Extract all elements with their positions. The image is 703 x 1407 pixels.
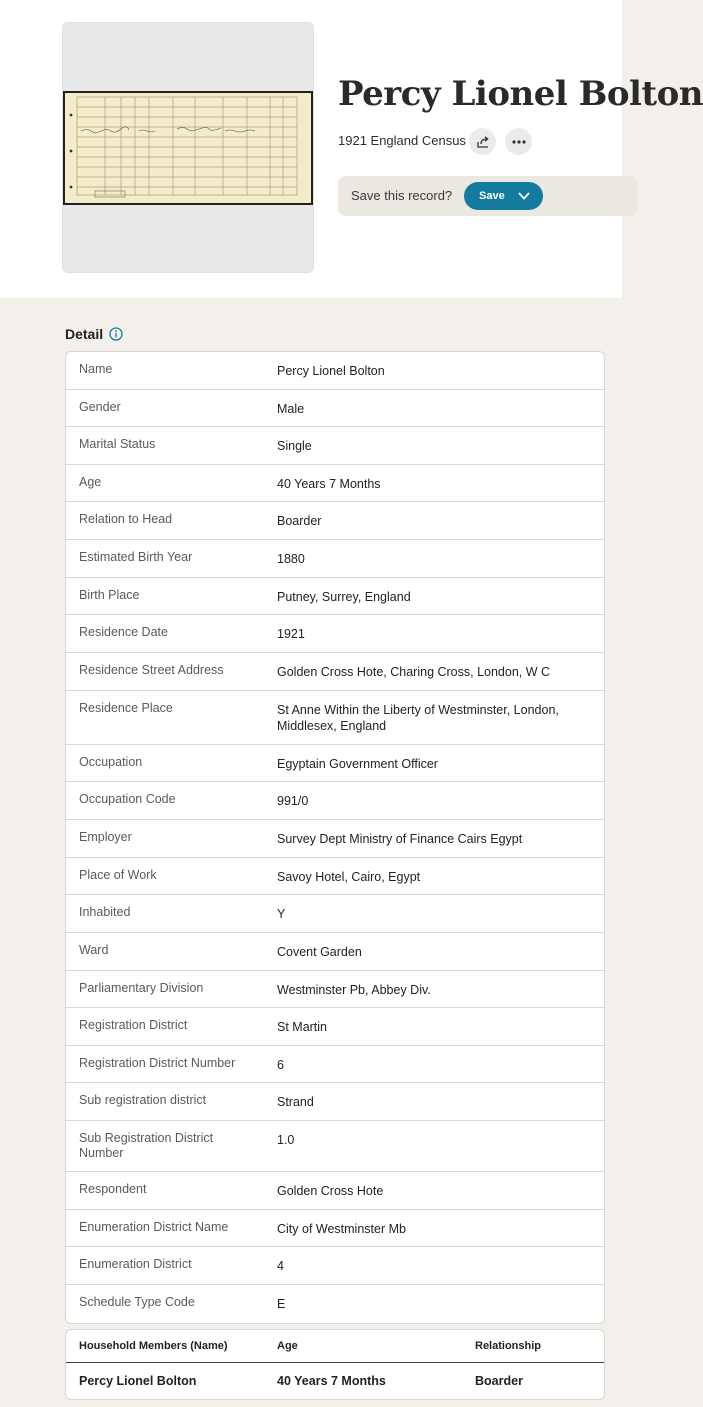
detail-label: Employer bbox=[79, 830, 132, 844]
household-row[interactable] bbox=[66, 1363, 604, 1399]
detail-heading bbox=[65, 326, 123, 342]
detail-label: Relation to Head bbox=[79, 512, 173, 526]
detail-label: Marital Status bbox=[79, 437, 156, 451]
detail-value: Y bbox=[277, 907, 286, 921]
detail-label: Ward bbox=[79, 943, 109, 957]
detail-row bbox=[66, 782, 604, 820]
detail-value: Covent Garden bbox=[277, 945, 362, 959]
detail-row bbox=[66, 1046, 604, 1083]
detail-row bbox=[66, 465, 604, 502]
detail-label: Sub Registration District Number bbox=[79, 1131, 214, 1160]
save-prompt: Save this record? bbox=[351, 188, 453, 203]
household-header-row bbox=[66, 1330, 604, 1363]
share-button[interactable] bbox=[469, 128, 496, 155]
detail-value: Percy Lionel Bolton bbox=[277, 364, 385, 378]
save-record-bar bbox=[338, 176, 638, 216]
detail-label: Occupation bbox=[79, 755, 143, 769]
detail-value: Golden Cross Hote bbox=[277, 1184, 384, 1198]
detail-row bbox=[66, 933, 604, 971]
detail-label: Sub registration district bbox=[79, 1093, 207, 1107]
detail-value: Single bbox=[277, 439, 312, 453]
detail-value: Savoy Hotel, Cairo, Egypt bbox=[277, 870, 421, 884]
census-document-image[interactable] bbox=[63, 91, 313, 205]
detail-value: Strand bbox=[277, 1095, 314, 1109]
detail-value: Putney, Surrey, England bbox=[277, 590, 411, 604]
detail-row bbox=[66, 1008, 604, 1046]
detail-row bbox=[66, 653, 604, 691]
detail-row bbox=[66, 820, 604, 858]
detail-label: Birth Place bbox=[79, 588, 140, 602]
household-table bbox=[65, 1329, 605, 1400]
detail-label: Gender bbox=[79, 400, 121, 414]
detail-value: St Anne Within the Liberty of Westminster, London, Middlesex, England bbox=[277, 703, 559, 733]
detail-label: Residence Street Address bbox=[79, 663, 224, 677]
detail-label: Occupation Code bbox=[79, 792, 176, 806]
detail-row bbox=[66, 858, 604, 895]
share-icon bbox=[476, 135, 490, 149]
detail-label: Schedule Type Code bbox=[79, 1295, 195, 1309]
detail-row bbox=[66, 971, 604, 1008]
detail-label: Estimated Birth Year bbox=[79, 550, 193, 564]
detail-value: 6 bbox=[277, 1058, 284, 1072]
info-icon[interactable] bbox=[109, 327, 123, 341]
detail-value: 4 bbox=[277, 1259, 284, 1273]
detail-row bbox=[66, 1247, 604, 1285]
detail-value: Male bbox=[277, 402, 305, 416]
detail-row bbox=[66, 615, 604, 653]
detail-label: Residence Place bbox=[79, 701, 173, 715]
detail-value: Golden Cross Hote, Charing Cross, London, W C bbox=[277, 665, 551, 679]
chevron-down-icon bbox=[517, 189, 531, 203]
detail-value: Egyptain Government Officer bbox=[277, 757, 438, 771]
detail-row bbox=[66, 390, 604, 427]
more-options-button[interactable] bbox=[505, 128, 532, 155]
detail-value: Westminster Pb, Abbey Div. bbox=[277, 983, 431, 997]
detail-row bbox=[66, 352, 604, 390]
household-member-name[interactable]: Percy Lionel Bolton bbox=[79, 1374, 197, 1388]
household-col-relationship[interactable]: Relationship bbox=[475, 1340, 542, 1352]
detail-table bbox=[65, 351, 605, 1324]
detail-label: Parliamentary Division bbox=[79, 981, 204, 995]
detail-label: Inhabited bbox=[79, 905, 131, 919]
detail-row bbox=[66, 1285, 604, 1323]
detail-row bbox=[66, 540, 604, 578]
detail-label: Registration District Number bbox=[79, 1056, 236, 1070]
detail-row bbox=[66, 1210, 604, 1247]
detail-row bbox=[66, 691, 604, 745]
household-col-name[interactable]: Household Members (Name) bbox=[79, 1340, 228, 1352]
detail-label: Place of Work bbox=[79, 868, 157, 882]
detail-value: Boarder bbox=[277, 514, 322, 528]
detail-label: Enumeration District Name bbox=[79, 1220, 229, 1234]
detail-row bbox=[66, 1121, 604, 1172]
detail-value: St Martin bbox=[277, 1020, 328, 1034]
detail-row bbox=[66, 895, 604, 933]
detail-label: Registration District bbox=[79, 1018, 188, 1032]
household-col-age[interactable]: Age bbox=[277, 1340, 298, 1352]
detail-title: Detail bbox=[65, 326, 104, 342]
detail-row bbox=[66, 1172, 604, 1210]
detail-value: E bbox=[277, 1297, 286, 1311]
record-header bbox=[0, 0, 703, 298]
record-image-card[interactable] bbox=[62, 22, 314, 273]
detail-label: Respondent bbox=[79, 1182, 147, 1196]
detail-row bbox=[66, 578, 604, 615]
detail-value: 1.0 bbox=[277, 1133, 295, 1147]
save-button-label: Save bbox=[479, 190, 505, 202]
detail-row bbox=[66, 745, 604, 782]
detail-row bbox=[66, 1083, 604, 1121]
record-collection[interactable]: 1921 England Census bbox=[338, 133, 466, 148]
detail-value: 40 Years 7 Months bbox=[277, 477, 381, 491]
detail-row bbox=[66, 502, 604, 540]
detail-label: Age bbox=[79, 475, 102, 489]
more-dots-icon bbox=[512, 140, 526, 144]
household-member-relationship: Boarder bbox=[475, 1374, 523, 1388]
detail-value: City of Westminster Mb bbox=[277, 1222, 406, 1236]
detail-label: Name bbox=[79, 362, 113, 376]
detail-value: Survey Dept Ministry of Finance Cairs Egypt bbox=[277, 832, 523, 846]
detail-row bbox=[66, 427, 604, 465]
save-button[interactable] bbox=[464, 182, 543, 210]
household-member-age: 40 Years 7 Months bbox=[277, 1374, 386, 1388]
detail-value: 1921 bbox=[277, 627, 305, 641]
detail-value: 1880 bbox=[277, 552, 305, 566]
detail-label: Enumeration District bbox=[79, 1257, 192, 1271]
record-title: Percy Lionel Bolton bbox=[338, 74, 703, 114]
detail-label: Residence Date bbox=[79, 625, 168, 639]
detail-value: 991/0 bbox=[277, 794, 309, 808]
